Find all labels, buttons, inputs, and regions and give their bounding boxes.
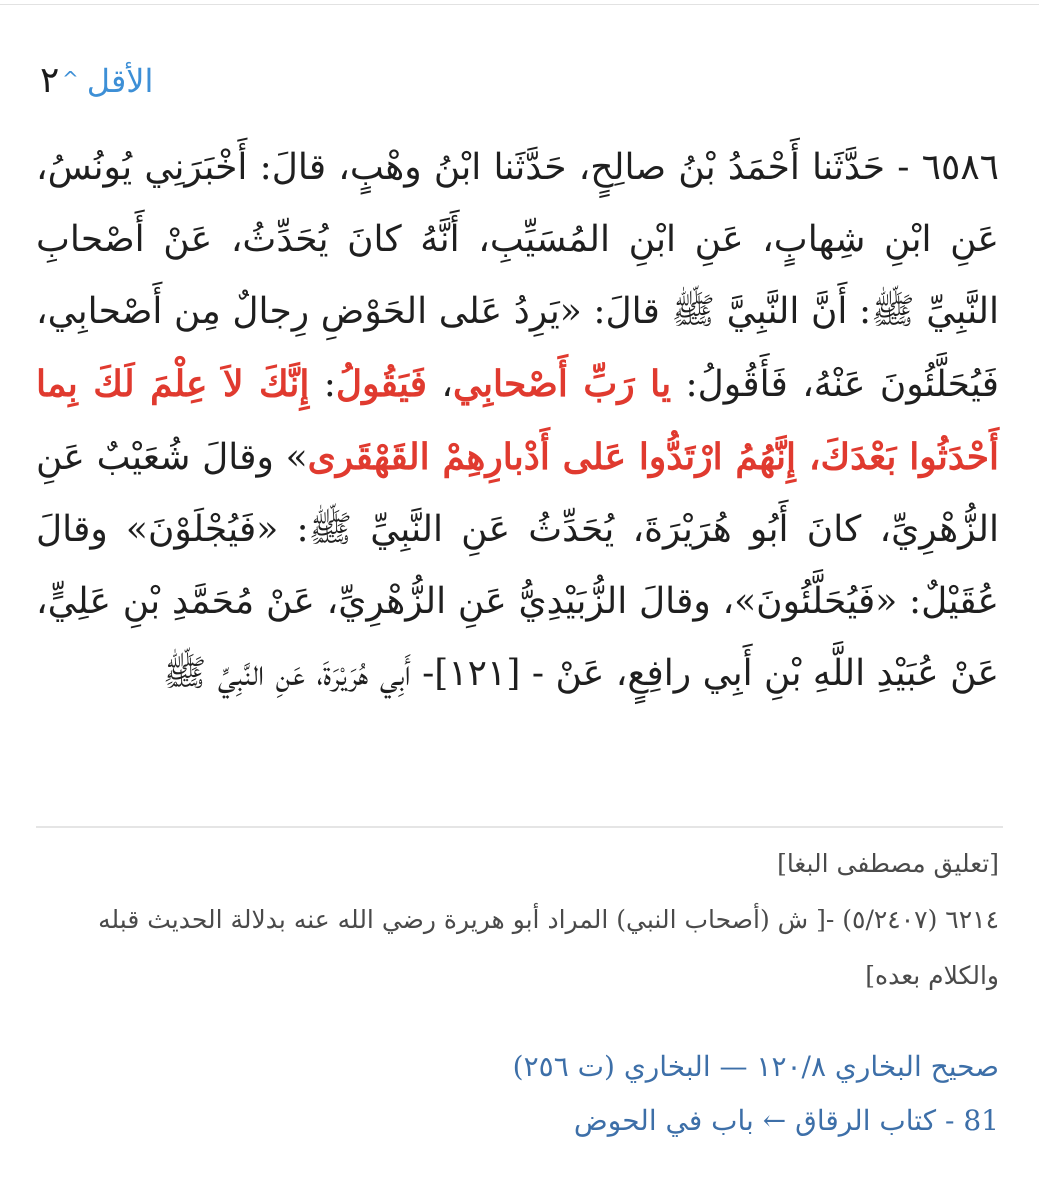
hadith-text-part-4: » وقالَ شُعَيْبٌ عَنِ الزُّهْرِيِّ، كانَ أَبُو هُرَيْرَةَ، يُحَدِّثُ عَنِ النَّبِيِّ ﷺ: «فَيُجْلَوْنَ» وقالَ عُقَيْلٌ: «فَيُحَلَّئُونَ»، وقالَ الزُّبَيْدِيُّ عَنِ الزُّهْرِيِّ، عَنْ مُحَمَّدِ بْنِ عَلِيٍّ، عَنْ عُبَيْدِ اللَّهِ بْنِ أَبِي رافِعٍ، عَنْ - [١٢١]- أَبِي هُرَيْرَةَ، عَنِ النَّبِيِّ ﷺ xyxy=(36,437,999,694)
chevron-up-icon: ^ xyxy=(62,67,79,91)
commentary xyxy=(40,836,999,1004)
commentary-heading: [تعليق مصطفى البغا] xyxy=(777,849,999,878)
hadith-highlight-2: فَيَقُولُ xyxy=(335,363,427,405)
show-less-label: الأقل xyxy=(86,62,154,100)
hadith-highlight-1: يا رَبِّ أَصْحابِي xyxy=(453,363,672,405)
hadith-text-part-2: ، xyxy=(426,364,454,405)
source-info xyxy=(40,1040,999,1148)
hadith-highlight-3: إِنَّكَ لاَ عِلْمَ لَكَ بِما أَحْدَثُوا بَعْدَكَ، إِنَّهُمُ ارْتَدُّوا عَلى أَدْبارِهِمْ القَهْقَرى xyxy=(36,363,1000,478)
chapter-number: 81 - xyxy=(944,1104,999,1137)
commentary-body: ٦٢١٤ (٥/٢٤٠٧) -[ ش (أصحاب النبي) المراد أبو هريرة رضي الله عنه بدلالة الحديث قبله والكلام بعده] xyxy=(98,905,999,990)
top-divider xyxy=(0,4,1039,5)
section-link[interactable]: باب في الحوض xyxy=(573,1104,754,1137)
book-link[interactable]: صحيح البخاري ١٢٠/٨ — البخاري (ت ٢٥٦) xyxy=(512,1050,999,1083)
chapter-link[interactable]: كتاب الرقاق xyxy=(795,1104,937,1137)
page-number: ٢ xyxy=(40,60,60,101)
hadith-text-part-3: : xyxy=(309,364,336,405)
section-divider xyxy=(36,826,1003,828)
chapter-breadcrumb xyxy=(40,1094,999,1148)
hadith-text-part-1: ٦٥٨٦ - حَدَّثَنا أَحْمَدُ بْنُ صالِحٍ، حَدَّثَنا ابْنُ وهْبٍ، قالَ: أَخْبَرَنِي يُونُسُ، عَنِ ابْنِ شِهابٍ، عَنِ ابْنِ المُسَيِّبِ، أَنَّهُ كانَ يُحَدِّثُ، عَنْ أَصْحابِ النَّبِيِّ ﷺ: أَنَّ النَّبِيَّ ﷺ قالَ: «يَرِدُ عَلى الحَوْضِ رِجالٌ مِن أَصْحابِي، فَيُحَلَّئُونَ عَنْهُ، فَأَقُولُ: xyxy=(36,147,999,405)
breadcrumb-arrow-icon: ← xyxy=(762,1104,787,1137)
hadith-text xyxy=(36,132,999,710)
show-less-button[interactable] xyxy=(62,62,153,100)
